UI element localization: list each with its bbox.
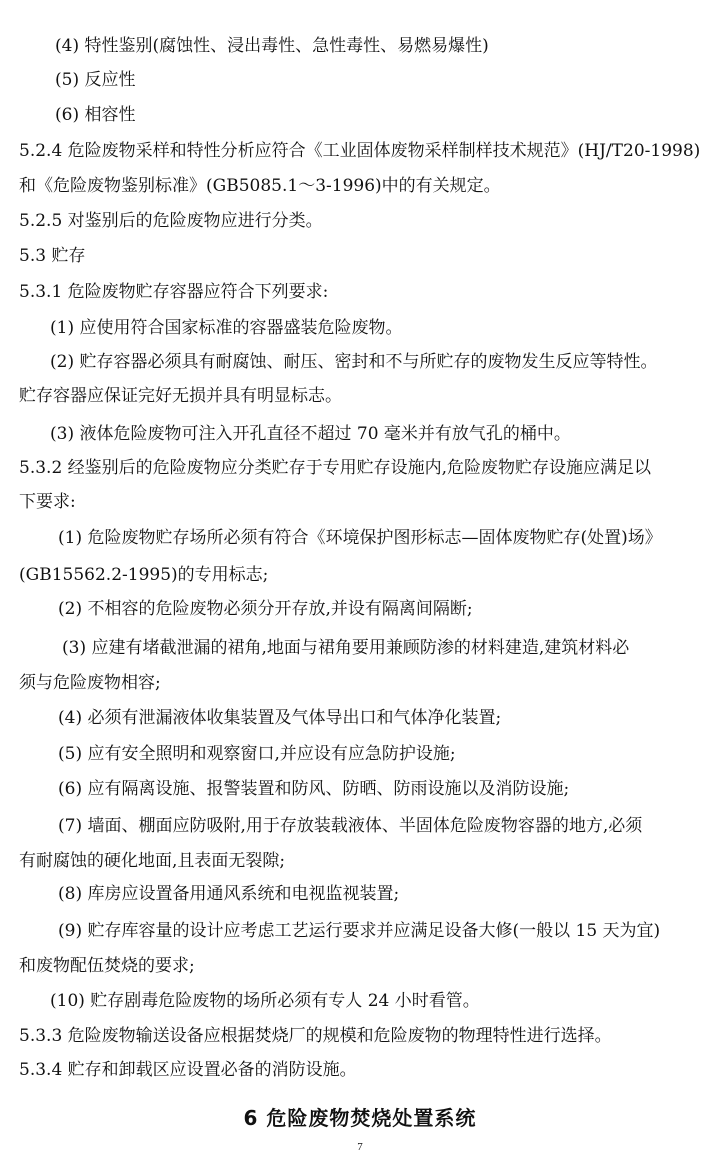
- chapter-heading: 6 危险废物焚烧处置系统: [243, 1106, 477, 1130]
- text-line: 须与危险废物相容;: [19, 673, 161, 693]
- text-line: (GB15562.2-1995)的专用标志;: [19, 565, 269, 585]
- text-line: (7) 墙面、棚面应防吸附,用于存放装载液体、半固体危险废物容器的地方,必须: [58, 816, 643, 836]
- text-line: (5) 应有安全照明和观察窗口,并应设有应急防护设施;: [58, 744, 456, 764]
- text-line: 贮存容器应保证完好无损并具有明显标志。: [19, 386, 342, 406]
- text-line: (4) 特性鉴别(腐蚀性、浸出毒性、急性毒性、易燃易爆性): [55, 36, 489, 56]
- text-line: (3) 应建有堵截泄漏的裙角,地面与裙角要用兼顾防渗的材料建造,建筑材料必: [62, 638, 630, 658]
- text-line: (1) 危险废物贮存场所必须有符合《环境保护图形标志—固体废物贮存(处置)场》: [58, 528, 662, 548]
- text-line: (5) 反应性: [55, 70, 136, 90]
- text-line: 和《危险废物鉴别标准》(GB5085.1～3-1996)中的有关规定。: [19, 176, 501, 196]
- text-line: (1) 应使用符合国家标准的容器盛装危险废物。: [50, 318, 403, 338]
- text-line: (9) 贮存库容量的设计应考虑工艺运行要求并应满足设备大修(一般以 15 天为宜): [58, 921, 661, 941]
- text-line: (6) 应有隔离设施、报警装置和防风、防晒、防雨设施以及消防设施;: [58, 779, 570, 799]
- text-line: 有耐腐蚀的硬化地面,且表面无裂隙;: [19, 851, 286, 871]
- text-line: 下要求:: [19, 492, 76, 512]
- page-number: 7: [357, 1141, 363, 1153]
- text-line: (6) 相容性: [55, 105, 136, 125]
- text-line: (4) 必须有泄漏液体收集装置及气体导出口和气体净化装置;: [58, 708, 502, 728]
- text-line: 5.2.5 对鉴别后的危险废物应进行分类。: [19, 211, 323, 231]
- text-line: (3) 液体危险废物可注入开孔直径不超过 70 毫米并有放气孔的桶中。: [50, 424, 571, 444]
- section-heading: 5.3 贮存: [19, 246, 86, 266]
- text-line: (2) 不相容的危险废物必须分开存放,并设有隔离间隔断;: [58, 599, 473, 619]
- text-line: (8) 库房应设置备用通风系统和电视监视装置;: [58, 884, 400, 904]
- text-line: 5.3.4 贮存和卸载区应设置必备的消防设施。: [19, 1060, 357, 1080]
- text-line: 5.3.3 危险废物输送设备应根据焚烧厂的规模和危险废物的物理特性进行选择。: [19, 1026, 612, 1046]
- text-line: (2) 贮存容器必须具有耐腐蚀、耐压、密封和不与所贮存的废物发生反应等特性。: [50, 352, 658, 372]
- text-line: 和废物配伍焚烧的要求;: [19, 956, 195, 976]
- text-line: 5.3.2 经鉴别后的危险废物应分类贮存于专用贮存设施内,危险废物贮存设施应满足以: [19, 458, 652, 478]
- text-line: 5.3.1 危险废物贮存容器应符合下列要求:: [19, 282, 329, 302]
- text-line: (10) 贮存剧毒危险废物的场所必须有专人 24 小时看管。: [50, 991, 480, 1011]
- text-line: 5.2.4 危险废物采样和特性分析应符合《工业固体废物采样制样技术规范》(HJ/T20-1998): [19, 141, 701, 161]
